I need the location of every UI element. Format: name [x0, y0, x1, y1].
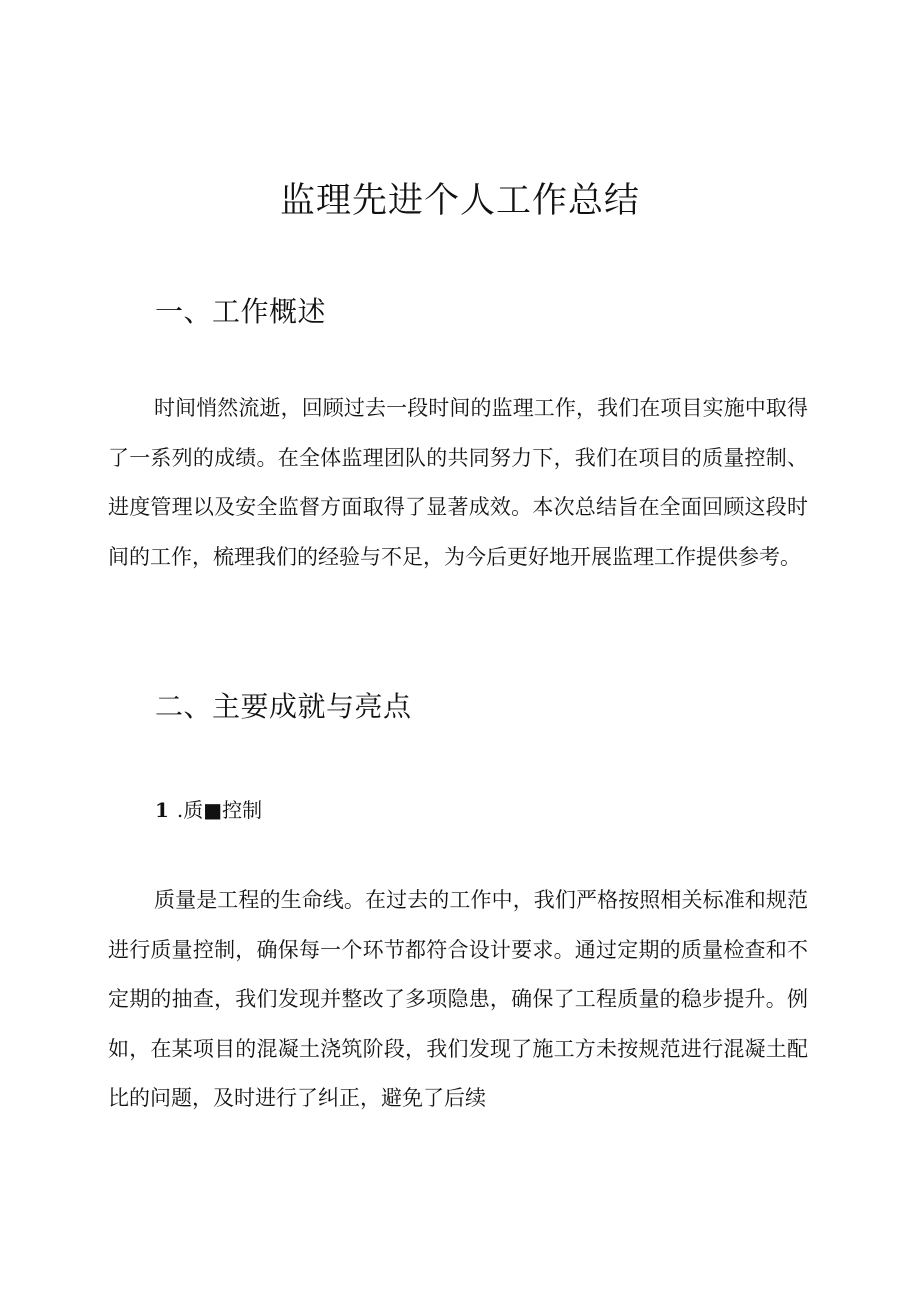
subsection-title: .质■控制	[176, 798, 263, 822]
section-paragraph-overview: 时间悄然流逝，回顾过去一段时间的监理工作，我们在项目实施中取得了一系列的成绩。在全体监理团队的共同努力下，我们在项目的质量控制、进度管理以及安全监督方面取得了显著成效。本次总结旨在全面回顾这段时间的工作，梳理我们的经验与不足，为今后更好地开展监理工作提供参考。	[108, 396, 808, 569]
subsection-number: 1	[155, 798, 169, 822]
document-title: 监理先进个人工作总结	[279, 181, 640, 221]
subsection-paragraph-quality-control: 质量是工程的生命线。在过去的工作中，我们严格按照相关标准和规范进行质量控制，确保每一个环节都符合设计要求。通过定期的质量检查和不定期的抽查，我们发现并整改了多项隐患，确保了工程质量的稳步提升。例如，在某项目的混凝土浇筑阶段，我们发现了施工方未按规范进行混凝土配比的问题，及时进行了纠正，避免了后续	[108, 888, 808, 1110]
subsection-heading-quality-control	[155, 795, 262, 825]
section-heading-achievements: 二、主要成就与亮点	[155, 690, 412, 723]
section-heading-overview: 一、工作概述	[155, 295, 327, 328]
